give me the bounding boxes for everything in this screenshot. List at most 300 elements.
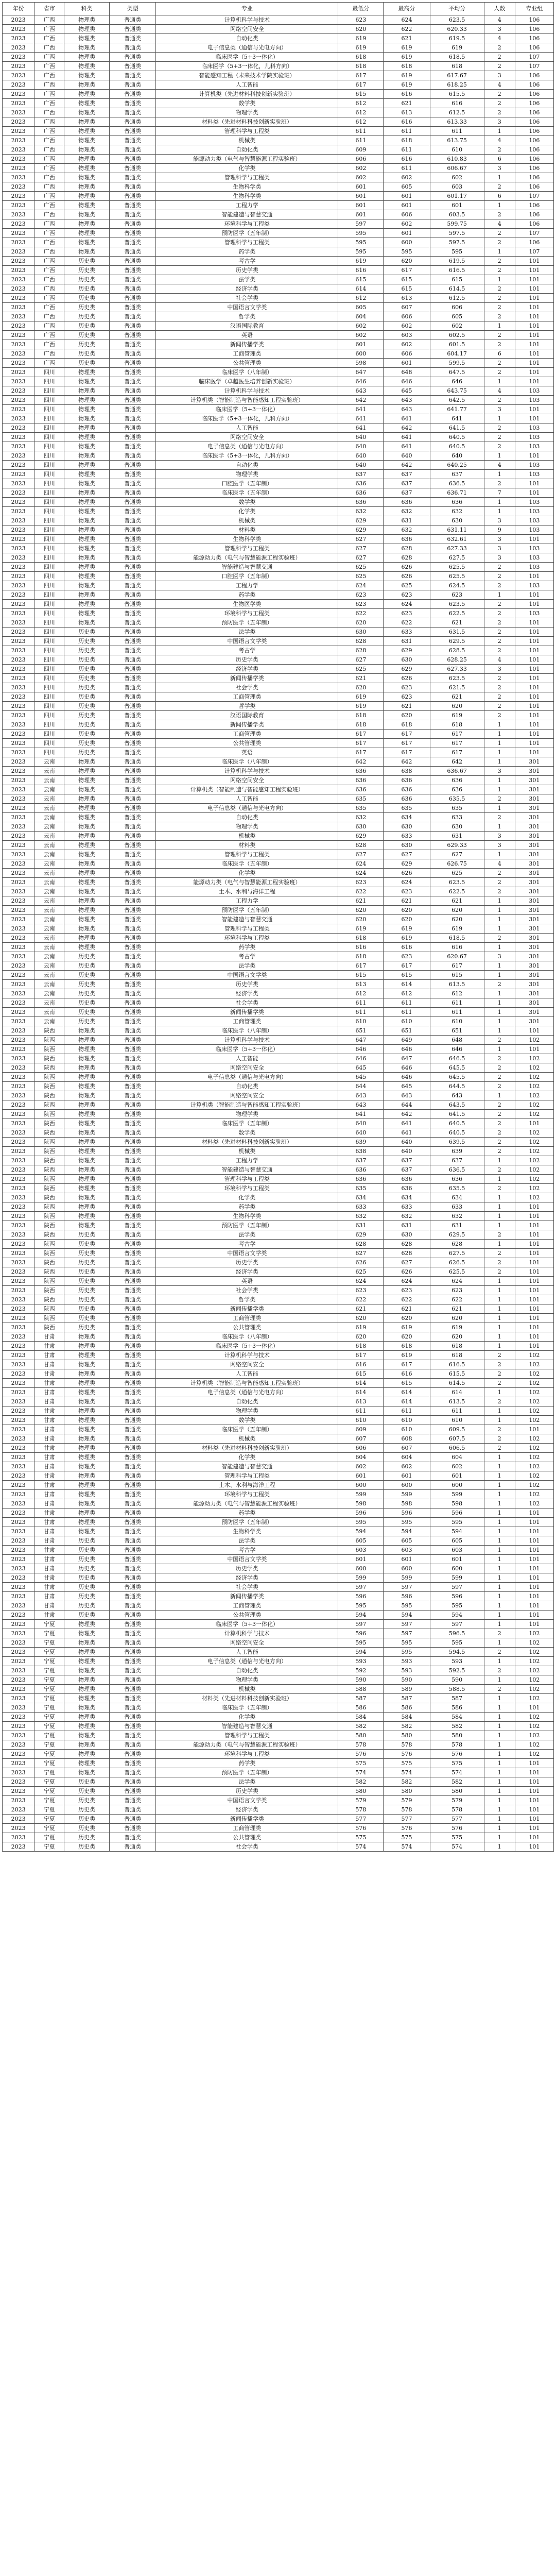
cell-avg-score: 621 [430, 618, 484, 628]
cell-count: 1 [484, 1555, 515, 1564]
cell-max-score: 596 [384, 1592, 430, 1601]
cell-province: 四川 [34, 711, 64, 720]
cell-province: 陕西 [34, 1147, 64, 1156]
cell-year: 2023 [3, 405, 34, 414]
cell-year: 2023 [3, 1425, 34, 1434]
cell-min-score: 616 [338, 266, 384, 275]
table-row [3, 804, 554, 813]
cell-year: 2023 [3, 479, 34, 488]
cell-major: 网络空间安全 [156, 433, 338, 442]
cell-subject: 历史类 [64, 1304, 110, 1314]
cell-major: 哲学类 [156, 312, 338, 321]
cell-min-score: 612 [338, 989, 384, 998]
cell-min-score: 629 [338, 832, 384, 841]
cell-count: 4 [484, 15, 515, 25]
table-row [3, 943, 554, 952]
cell-max-score: 597 [384, 1583, 430, 1592]
cell-type: 普通类 [110, 1583, 156, 1592]
cell-min-score: 599 [338, 1573, 384, 1583]
cell-group: 106 [515, 15, 553, 25]
cell-major: 预防医学（五年制） [156, 618, 338, 628]
cell-province: 甘肃 [34, 1369, 64, 1379]
cell-min-score: 616 [338, 1360, 384, 1369]
cell-year: 2023 [3, 665, 34, 674]
cell-max-score: 630 [384, 822, 430, 832]
cell-province: 宁夏 [34, 1805, 64, 1815]
cell-subject: 物理类 [64, 600, 110, 609]
cell-group: 103 [515, 396, 553, 405]
cell-max-score: 633 [384, 1202, 430, 1212]
cell-subject: 物理类 [64, 451, 110, 461]
table-row [3, 386, 554, 396]
cell-max-score: 641 [384, 414, 430, 423]
cell-year: 2023 [3, 257, 34, 266]
cell-avg-score: 637 [430, 1156, 484, 1165]
cell-max-score: 646 [384, 377, 430, 386]
cell-province: 四川 [34, 637, 64, 646]
table-row [3, 563, 554, 572]
cell-count: 1 [484, 1564, 515, 1573]
cell-major: 新闻传播学类 [156, 340, 338, 349]
cell-type: 普通类 [110, 1342, 156, 1351]
cell-subject: 历史类 [64, 674, 110, 683]
cell-group: 301 [515, 850, 553, 859]
cell-min-score: 609 [338, 1425, 384, 1434]
cell-type: 普通类 [110, 1397, 156, 1406]
cell-subject: 历史类 [64, 730, 110, 739]
cell-count: 2 [484, 563, 515, 572]
cell-count: 4 [484, 80, 515, 90]
cell-max-score: 627 [384, 1258, 430, 1267]
cell-subject: 物理类 [64, 915, 110, 924]
cell-group: 101 [515, 312, 553, 321]
cell-min-score: 597 [338, 219, 384, 229]
cell-subject: 物理类 [64, 377, 110, 386]
cell-group: 101 [515, 1592, 553, 1601]
cell-subject: 历史类 [64, 739, 110, 748]
cell-count: 1 [484, 321, 515, 331]
cell-subject: 物理类 [64, 516, 110, 526]
cell-min-score: 632 [338, 1212, 384, 1221]
cell-min-score: 620 [338, 906, 384, 915]
cell-year: 2023 [3, 1824, 34, 1833]
cell-major: 自动化类 [156, 1666, 338, 1675]
cell-year: 2023 [3, 600, 34, 609]
cell-count: 1 [484, 1518, 515, 1527]
cell-count: 2 [484, 646, 515, 655]
cell-type: 普通类 [110, 655, 156, 665]
cell-min-score: 606 [338, 155, 384, 164]
cell-max-score: 610 [384, 1416, 430, 1425]
cell-min-score: 623 [338, 590, 384, 600]
cell-count: 2 [484, 692, 515, 702]
cell-group: 101 [515, 739, 553, 748]
table-row [3, 1397, 554, 1406]
cell-min-score: 602 [338, 173, 384, 182]
cell-type: 普通类 [110, 1675, 156, 1685]
cell-group: 106 [515, 164, 553, 173]
cell-major: 数学类 [156, 1416, 338, 1425]
cell-subject: 历史类 [64, 1842, 110, 1852]
cell-province: 甘肃 [34, 1564, 64, 1573]
cell-min-score: 636 [338, 1165, 384, 1175]
cell-major: 中国语言文学类 [156, 637, 338, 646]
cell-min-score: 618 [338, 711, 384, 720]
cell-count: 1 [484, 1091, 515, 1100]
cell-province: 广西 [34, 34, 64, 43]
cell-min-score: 595 [338, 1601, 384, 1611]
cell-type: 普通类 [110, 210, 156, 219]
cell-group: 101 [515, 349, 553, 359]
cell-major: 计算机类（智能制造与智能感知工程实验班） [156, 396, 338, 405]
cell-count: 2 [484, 934, 515, 943]
cell-group: 102 [515, 1110, 553, 1119]
cell-group: 107 [515, 192, 553, 201]
cell-major: 管理科学与工程类 [156, 127, 338, 136]
cell-province: 云南 [34, 832, 64, 841]
cell-subject: 历史类 [64, 1555, 110, 1564]
cell-major: 数学类 [156, 99, 338, 108]
cell-group: 101 [515, 1833, 553, 1842]
cell-type: 普通类 [110, 1694, 156, 1703]
cell-group: 103 [515, 442, 553, 451]
cell-subject: 物理类 [64, 553, 110, 563]
cell-min-score: 601 [338, 210, 384, 219]
cell-year: 2023 [3, 1675, 34, 1685]
cell-min-score: 618 [338, 934, 384, 943]
cell-count: 1 [484, 1703, 515, 1713]
cell-year: 2023 [3, 674, 34, 683]
cell-avg-score: 615 [430, 275, 484, 284]
table-row [3, 1212, 554, 1221]
cell-group: 101 [515, 1759, 553, 1768]
cell-subject: 历史类 [64, 266, 110, 275]
table-row [3, 1481, 554, 1490]
cell-group: 106 [515, 34, 553, 43]
cell-count: 2 [484, 572, 515, 581]
cell-province: 陕西 [34, 1202, 64, 1212]
cell-group: 301 [515, 915, 553, 924]
cell-min-score: 617 [338, 961, 384, 971]
table-row [3, 1054, 554, 1063]
cell-province: 陕西 [34, 1277, 64, 1286]
cell-type: 普通类 [110, 516, 156, 526]
cell-major: 公共管理类 [156, 1323, 338, 1332]
cell-year: 2023 [3, 1703, 34, 1713]
cell-avg-score: 634 [430, 1193, 484, 1202]
cell-province: 四川 [34, 526, 64, 535]
table-row [3, 1536, 554, 1546]
cell-province: 宁夏 [34, 1777, 64, 1787]
cell-province: 陕西 [34, 1314, 64, 1323]
cell-type: 普通类 [110, 1184, 156, 1193]
cell-subject: 物理类 [64, 1175, 110, 1184]
table-row [3, 702, 554, 711]
cell-max-score: 593 [384, 1657, 430, 1666]
cell-min-score: 627 [338, 553, 384, 563]
cell-type: 普通类 [110, 1434, 156, 1444]
cell-major: 自动化类 [156, 461, 338, 470]
cell-avg-score: 576 [430, 1824, 484, 1833]
cell-year: 2023 [3, 488, 34, 498]
cell-type: 普通类 [110, 1323, 156, 1332]
cell-type: 普通类 [110, 1249, 156, 1258]
cell-type: 普通类 [110, 1453, 156, 1462]
cell-year: 2023 [3, 1527, 34, 1536]
cell-major: 生物科学类 [156, 1527, 338, 1536]
cell-subject: 物理类 [64, 1128, 110, 1138]
cell-subject: 物理类 [64, 219, 110, 229]
cell-year: 2023 [3, 331, 34, 340]
cell-province: 云南 [34, 804, 64, 813]
cell-year: 2023 [3, 1490, 34, 1499]
cell-count: 2 [484, 53, 515, 62]
cell-year: 2023 [3, 1638, 34, 1648]
cell-year: 2023 [3, 544, 34, 553]
cell-year: 2023 [3, 1054, 34, 1063]
cell-subject: 物理类 [64, 1703, 110, 1713]
cell-avg-score: 630 [430, 516, 484, 526]
cell-major: 临床医学（5+3一体化） [156, 1342, 338, 1351]
cell-max-score: 608 [384, 1434, 430, 1444]
cell-major: 环境科学与工程类 [156, 1750, 338, 1759]
cell-avg-score: 582 [430, 1722, 484, 1731]
cell-max-score: 603 [384, 1546, 430, 1555]
cell-major: 管理科学与工程类 [156, 924, 338, 934]
cell-group: 301 [515, 971, 553, 980]
cell-min-score: 643 [338, 386, 384, 396]
cell-major: 临床医学（5+3一体化，儿科方向） [156, 414, 338, 423]
cell-province: 陕西 [34, 1045, 64, 1054]
cell-group: 101 [515, 1536, 553, 1546]
cell-province: 广西 [34, 155, 64, 164]
table-row [3, 145, 554, 155]
cell-type: 普通类 [110, 43, 156, 53]
cell-min-score: 640 [338, 1128, 384, 1138]
cell-group: 301 [515, 924, 553, 934]
cell-max-score: 643 [384, 1091, 430, 1100]
cell-subject: 历史类 [64, 1295, 110, 1304]
cell-group: 101 [515, 451, 553, 461]
cell-min-score: 636 [338, 498, 384, 507]
cell-major: 化学类 [156, 1713, 338, 1722]
cell-type: 普通类 [110, 748, 156, 757]
cell-subject: 物理类 [64, 1481, 110, 1490]
cell-count: 2 [484, 1648, 515, 1657]
cell-province: 云南 [34, 915, 64, 924]
cell-year: 2023 [3, 804, 34, 813]
cell-max-score: 613 [384, 108, 430, 117]
cell-major: 智能建造与智慧交通 [156, 915, 338, 924]
cell-major: 新闻传播学类 [156, 1592, 338, 1601]
cell-subject: 历史类 [64, 359, 110, 368]
cell-year: 2023 [3, 1286, 34, 1295]
cell-group: 102 [515, 1444, 553, 1453]
table-row [3, 312, 554, 321]
cell-year: 2023 [3, 1258, 34, 1267]
cell-count: 1 [484, 470, 515, 479]
cell-max-score: 580 [384, 1731, 430, 1740]
cell-min-score: 625 [338, 665, 384, 674]
cell-type: 普通类 [110, 108, 156, 117]
cell-min-score: 620 [338, 1314, 384, 1323]
cell-count: 3 [484, 516, 515, 526]
cell-year: 2023 [3, 1453, 34, 1462]
cell-count: 1 [484, 414, 515, 423]
cell-min-score: 615 [338, 971, 384, 980]
cell-count: 1 [484, 1750, 515, 1759]
cell-count: 1 [484, 1527, 515, 1536]
cell-min-score: 597 [338, 1583, 384, 1592]
cell-subject: 物理类 [64, 1759, 110, 1768]
cell-min-score: 600 [338, 1564, 384, 1573]
cell-major: 网络空间安全 [156, 1360, 338, 1369]
cell-avg-score: 640 [430, 451, 484, 461]
cell-subject: 物理类 [64, 173, 110, 182]
cell-year: 2023 [3, 284, 34, 294]
cell-avg-score: 619 [430, 924, 484, 934]
cell-min-score: 617 [338, 739, 384, 748]
table-row [3, 692, 554, 702]
cell-avg-score: 610 [430, 145, 484, 155]
cell-major: 管理科学与工程类 [156, 1731, 338, 1740]
cell-subject: 物理类 [64, 1434, 110, 1444]
cell-min-score: 617 [338, 1351, 384, 1360]
cell-type: 普通类 [110, 989, 156, 998]
cell-group: 102 [515, 1638, 553, 1648]
cell-min-score: 605 [338, 1536, 384, 1546]
table-row [3, 572, 554, 581]
cell-major: 社会学类 [156, 683, 338, 692]
cell-major: 生物医学类 [156, 600, 338, 609]
cell-group: 301 [515, 776, 553, 785]
cell-major: 工商管理类 [156, 1824, 338, 1833]
cell-major: 自动化类 [156, 145, 338, 155]
cell-type: 普通类 [110, 1230, 156, 1240]
cell-max-score: 628 [384, 1240, 430, 1249]
cell-province: 广西 [34, 182, 64, 192]
table-row [3, 1184, 554, 1193]
cell-province: 云南 [34, 767, 64, 776]
cell-min-score: 620 [338, 25, 384, 34]
cell-min-score: 602 [338, 1462, 384, 1471]
cell-max-score: 619 [384, 1351, 430, 1360]
cell-year: 2023 [3, 683, 34, 692]
cell-subject: 物理类 [64, 1499, 110, 1509]
cell-count: 1 [484, 1045, 515, 1054]
cell-type: 普通类 [110, 609, 156, 618]
cell-type: 普通类 [110, 442, 156, 451]
cell-year: 2023 [3, 730, 34, 739]
cell-subject: 物理类 [64, 90, 110, 99]
cell-group: 101 [515, 720, 553, 730]
table-row [3, 479, 554, 488]
table-row [3, 748, 554, 757]
cell-type: 普通类 [110, 1629, 156, 1638]
cell-min-score: 600 [338, 1481, 384, 1490]
cell-group: 301 [515, 943, 553, 952]
cell-major: 哲学类 [156, 1295, 338, 1304]
cell-year: 2023 [3, 1759, 34, 1768]
cell-min-score: 636 [338, 488, 384, 498]
cell-count: 2 [484, 628, 515, 637]
cell-province: 宁夏 [34, 1768, 64, 1777]
cell-province: 广西 [34, 173, 64, 182]
cell-min-score: 647 [338, 368, 384, 377]
cell-avg-score: 617 [430, 730, 484, 739]
cell-major: 网络空间安全 [156, 776, 338, 785]
cell-province: 陕西 [34, 1063, 64, 1073]
table-row [3, 1128, 554, 1138]
cell-subject: 物理类 [64, 182, 110, 192]
cell-group: 103 [515, 386, 553, 396]
cell-type: 普通类 [110, 275, 156, 284]
cell-subject: 物理类 [64, 1629, 110, 1638]
table-row [3, 488, 554, 498]
cell-min-score: 630 [338, 628, 384, 637]
cell-subject: 物理类 [64, 1379, 110, 1388]
cell-count: 1 [484, 1713, 515, 1722]
cell-max-score: 648 [384, 368, 430, 377]
cell-count: 1 [484, 1824, 515, 1833]
table-row [3, 201, 554, 210]
cell-count: 2 [484, 1379, 515, 1388]
cell-count: 1 [484, 804, 515, 813]
cell-avg-score: 624 [430, 1277, 484, 1286]
cell-year: 2023 [3, 1147, 34, 1156]
cell-subject: 物理类 [64, 590, 110, 600]
cell-count: 2 [484, 702, 515, 711]
cell-count: 1 [484, 1546, 515, 1555]
cell-province: 陕西 [34, 1258, 64, 1267]
cell-major: 药学类 [156, 590, 338, 600]
cell-year: 2023 [3, 1184, 34, 1193]
table-row [3, 989, 554, 998]
cell-avg-score: 602.5 [430, 331, 484, 340]
cell-year: 2023 [3, 1369, 34, 1379]
cell-type: 普通类 [110, 1703, 156, 1713]
cell-max-score: 619 [384, 934, 430, 943]
cell-year: 2023 [3, 1045, 34, 1054]
cell-avg-score: 593 [430, 1657, 484, 1666]
cell-avg-score: 604.17 [430, 349, 484, 359]
cell-major: 能源动力类（电气与智慧能源工程实验班） [156, 878, 338, 887]
cell-max-score: 623 [384, 887, 430, 896]
cell-min-score: 619 [338, 692, 384, 702]
cell-major: 考古学 [156, 1546, 338, 1555]
table-row [3, 600, 554, 609]
cell-group: 101 [515, 359, 553, 368]
cell-province: 四川 [34, 507, 64, 516]
cell-group: 103 [515, 507, 553, 516]
cell-avg-score: 577 [430, 1815, 484, 1824]
cell-province: 四川 [34, 433, 64, 442]
cell-major: 材料类（先进材料科技创新实验班） [156, 1444, 338, 1453]
table-row [3, 1323, 554, 1332]
cell-major: 机械类 [156, 1685, 338, 1694]
cell-group: 106 [515, 238, 553, 247]
cell-type: 普通类 [110, 1008, 156, 1017]
cell-province: 陕西 [34, 1082, 64, 1091]
cell-major: 机械类 [156, 1434, 338, 1444]
cell-major: 土木、水利与海洋工程 [156, 1481, 338, 1490]
cell-min-score: 625 [338, 563, 384, 572]
cell-year: 2023 [3, 850, 34, 859]
cell-max-score: 616 [384, 155, 430, 164]
cell-count: 4 [484, 655, 515, 665]
cell-max-score: 576 [384, 1824, 430, 1833]
cell-max-score: 642 [384, 423, 430, 433]
